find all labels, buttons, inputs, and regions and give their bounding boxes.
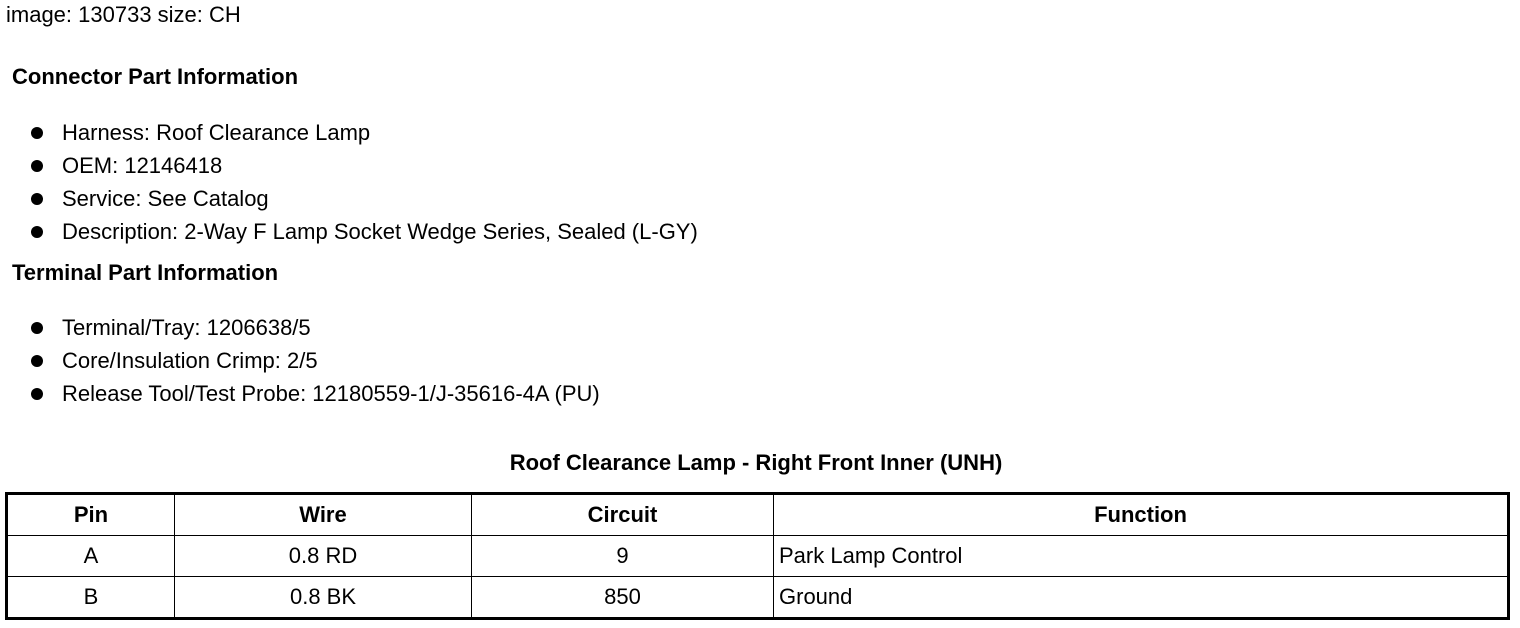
terminal-info-list — [30, 311, 600, 410]
harness-item: Harness: Roof Clearance Lamp — [30, 116, 698, 149]
crimp-item: Core/Insulation Crimp: 2/5 — [30, 344, 600, 377]
cell-pin: A — [7, 536, 175, 577]
header-pin: Pin — [7, 494, 175, 536]
service-item: Service: See Catalog — [30, 182, 698, 215]
table-row — [7, 536, 1509, 577]
header-circuit: Circuit — [472, 494, 774, 536]
header-wire: Wire — [175, 494, 472, 536]
table-row — [7, 577, 1509, 619]
cell-pin: B — [7, 577, 175, 619]
cell-function: Ground — [774, 577, 1509, 619]
image-meta-line: image: 130733 size: CH — [6, 2, 241, 27]
terminal-tray-item: Terminal/Tray: 1206638/5 — [30, 311, 600, 344]
cell-wire: 0.8 BK — [175, 577, 472, 619]
cell-wire: 0.8 RD — [175, 536, 472, 577]
header-function: Function — [774, 494, 1509, 536]
release-tool-item: Release Tool/Test Probe: 12180559-1/J-35616-4A (PU) — [30, 377, 600, 410]
description-item: Description: 2-Way F Lamp Socket Wedge Series, Sealed (L-GY) — [30, 215, 698, 248]
table-header-row — [7, 494, 1509, 536]
cell-circuit: 9 — [472, 536, 774, 577]
cell-function: Park Lamp Control — [774, 536, 1509, 577]
connector-info-list — [30, 116, 698, 248]
oem-item: OEM: 12146418 — [30, 149, 698, 182]
cell-circuit: 850 — [472, 577, 774, 619]
connector-heading: Connector Part Information — [12, 64, 299, 89]
terminal-heading: Terminal Part Information — [12, 260, 279, 285]
table-title: Roof Clearance Lamp - Right Front Inner (UNH) — [509, 450, 1003, 475]
pinout-table — [5, 492, 1510, 620]
